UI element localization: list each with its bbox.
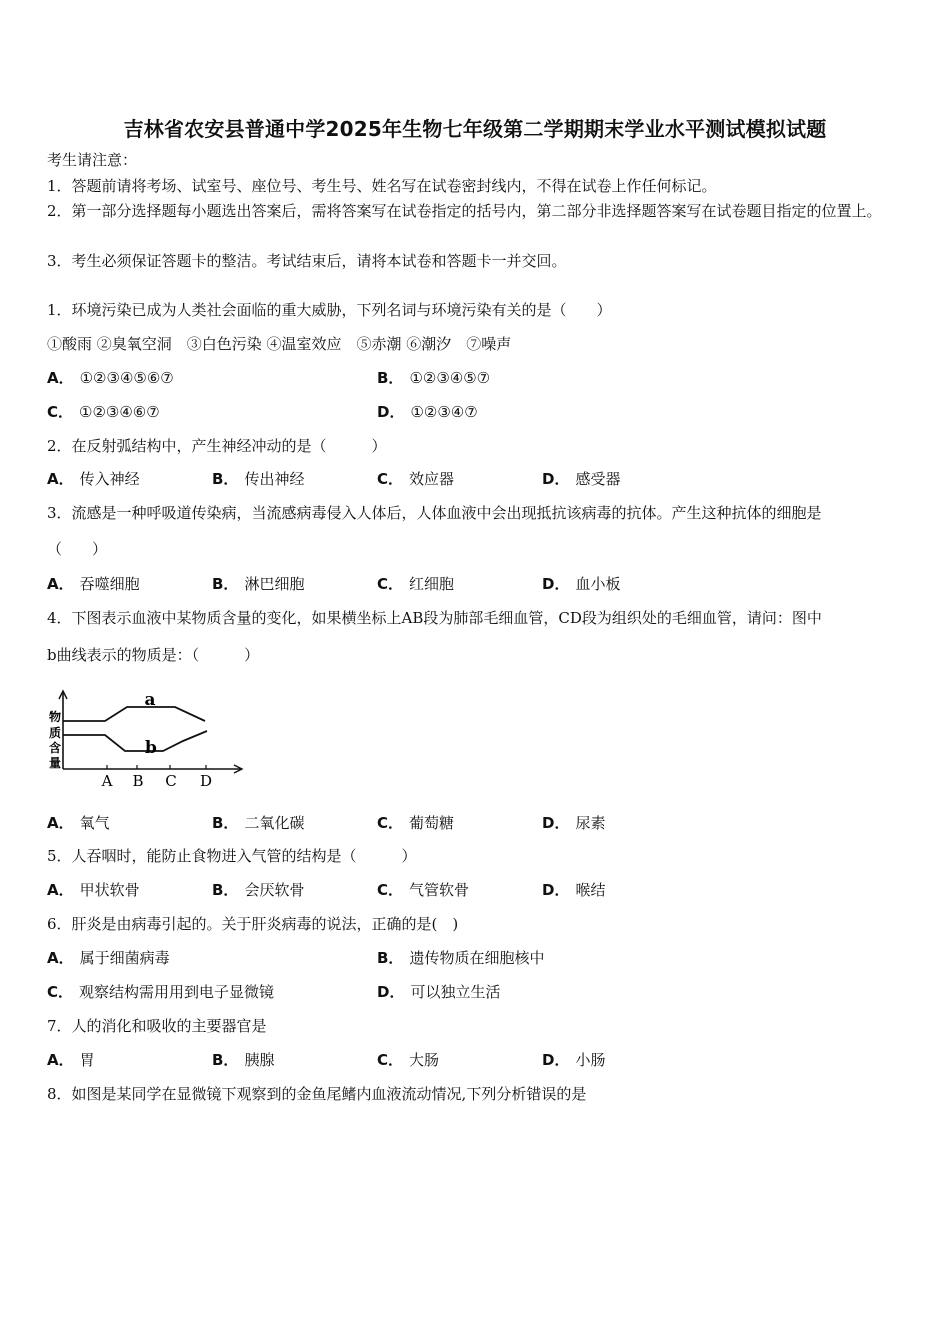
notice-heading: 考生请注意： xyxy=(47,151,138,169)
notice-item-1: 1．答题前请将考场、试室号、座位号、考生号、姓名写在试卷密封线内，不得在试卷上作任何标记。 xyxy=(47,177,717,195)
question-1-stem: 1．环境污染已成为人类社会面临的重大威胁，下列名词与环境污染有关的是（ ） xyxy=(47,301,612,319)
question-1-option-d[interactable]: D． ①②③④⑦ xyxy=(377,403,478,421)
question-4-stem-cont: b曲线表示的物质是：（ ） xyxy=(47,646,260,664)
question-8-stem: 8．如图是某同学在显微镜下观察到的金鱼尾鳍内血液流动情况,下列分析错误的是 xyxy=(47,1085,587,1103)
question-2-option-c[interactable]: C． 效应器 xyxy=(377,470,455,488)
question-1-option-c[interactable]: C． ①②③④⑥⑦ xyxy=(47,403,160,421)
page-title: 吉林省农安县普通中学2025年生物七年级第二学期期末学业水平测试模拟试题 xyxy=(123,117,827,141)
curve-b-label: b xyxy=(145,738,157,758)
notice-item-3: 3．考生必须保证答题卡的整洁。考试结束后，请将本试卷和答题卡一并交回。 xyxy=(47,252,567,270)
curve-b xyxy=(63,731,207,751)
question-2-option-b[interactable]: B． 传出神经 xyxy=(212,470,305,488)
question-5-stem: 5．人吞咽时，能防止食物进入气管的结构是（ ） xyxy=(47,847,417,865)
question-3-option-b[interactable]: B． 淋巴细胞 xyxy=(212,575,305,593)
x-point-a: A xyxy=(101,772,113,790)
question-4-option-a[interactable]: A． 氧气 xyxy=(47,814,110,832)
question-4-stem: 4．下图表示血液中某物质含量的变化，如果横坐标上AB段为肺部毛细血管，CD段为组织处的毛细血管，请问：图中 xyxy=(47,609,822,627)
curve-a-label: a xyxy=(144,690,156,710)
question-7-option-d[interactable]: D． 小肠 xyxy=(542,1051,606,1069)
question-6-stem: 6．肝炎是由病毒引起的。关于肝炎病毒的说法，正确的是( ) xyxy=(47,915,459,933)
question-1-items: ①酸雨 ②臭氧空洞 ③白色污染 ④温室效应 ⑤赤潮 ⑥潮汐 ⑦噪声 xyxy=(47,335,512,353)
question-7-option-b[interactable]: B． 胰腺 xyxy=(212,1051,275,1069)
blood-substance-graph xyxy=(45,685,250,795)
notice-item-2: 2．第一部分选择题每小题选出答案后，需将答案写在试卷指定的括号内，第二部分非选择题答案写在试卷题目指定的位置上。 xyxy=(47,202,882,220)
question-4-option-c[interactable]: C． 葡萄糖 xyxy=(377,814,455,832)
question-6-option-d[interactable]: D． 可以独立生活 xyxy=(377,983,501,1001)
x-point-d: D xyxy=(199,772,213,790)
question-7-option-a[interactable]: A． 胃 xyxy=(47,1051,95,1069)
x-point-c: C xyxy=(165,772,177,790)
question-3-option-d[interactable]: D． 血小板 xyxy=(542,575,621,593)
question-5-option-c[interactable]: C． 气管软骨 xyxy=(377,881,470,899)
question-4-option-d[interactable]: D． 尿素 xyxy=(542,814,606,832)
question-2-option-a[interactable]: A． 传入神经 xyxy=(47,470,140,488)
question-3-stem: 3．流感是一种呼吸道传染病，当流感病毒侵入人体后，人体血液中会出现抵抗该病毒的抗体。产生这种抗体的细胞是 xyxy=(47,504,822,522)
ylabel-char-1: 物 xyxy=(48,710,62,724)
question-1-option-a[interactable]: A． ①②③④⑤⑥⑦ xyxy=(47,369,174,387)
question-7-stem: 7．人的消化和吸收的主要器官是 xyxy=(47,1017,267,1035)
question-7-option-c[interactable]: C． 大肠 xyxy=(377,1051,440,1069)
x-point-b: B xyxy=(132,772,144,790)
ylabel-char-2: 质 xyxy=(48,726,62,740)
ylabel-char-3: 含 xyxy=(48,741,62,755)
question-6-option-a[interactable]: A． 属于细菌病毒 xyxy=(47,949,170,967)
question-6-option-c[interactable]: C． 观察结构需用用到电子显微镜 xyxy=(47,983,275,1001)
question-5-option-a[interactable]: A． 甲状软骨 xyxy=(47,881,140,899)
question-6-option-b[interactable]: B． 遗传物质在细胞核中 xyxy=(377,949,545,967)
question-5-option-d[interactable]: D． 喉结 xyxy=(542,881,606,899)
question-3-option-c[interactable]: C． 红细胞 xyxy=(377,575,455,593)
question-4-option-b[interactable]: B． 二氧化碳 xyxy=(212,814,305,832)
question-3-option-a[interactable]: A． 吞噬细胞 xyxy=(47,575,140,593)
question-2-option-d[interactable]: D． 感受器 xyxy=(542,470,621,488)
question-5-option-b[interactable]: B． 会厌软骨 xyxy=(212,881,305,899)
question-3-stem-cont: （ ） xyxy=(47,540,108,558)
question-2-stem: 2．在反射弧结构中，产生神经冲动的是（ ） xyxy=(47,437,387,455)
ylabel-char-4: 量 xyxy=(48,756,62,770)
curve-a xyxy=(63,707,205,721)
question-1-option-b[interactable]: B． ①②③④⑤⑦ xyxy=(377,369,491,387)
